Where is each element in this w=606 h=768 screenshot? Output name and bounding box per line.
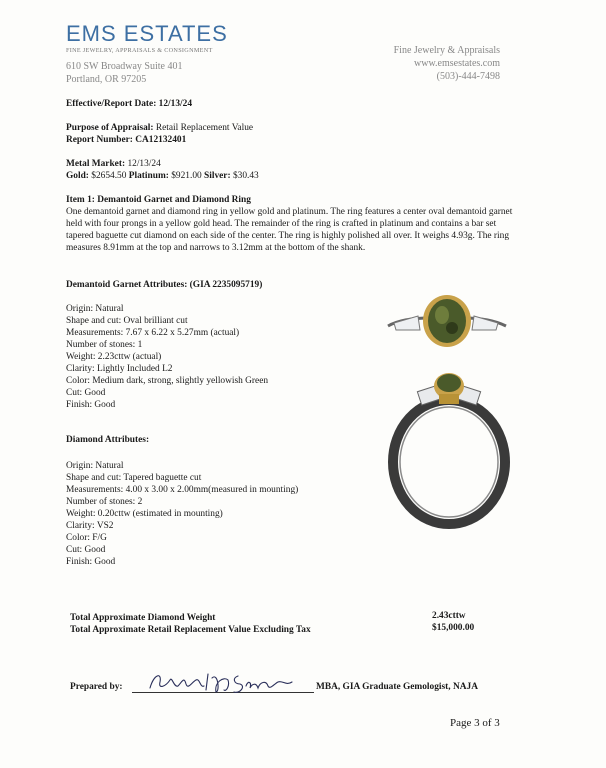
garnet-origin: Origin: Natural bbox=[66, 304, 124, 314]
company-address bbox=[66, 60, 182, 86]
total-retail-value: $15,000.00 bbox=[432, 623, 475, 633]
report-date-label: Effective/Report Date: bbox=[66, 99, 157, 109]
ring-side-view-image bbox=[385, 364, 513, 534]
metal-market-label: Metal Market: bbox=[66, 159, 126, 169]
garnet-weight: Weight: 2.23cttw (actual) bbox=[66, 352, 162, 362]
diamond-shape-cut: Shape and cut: Tapered baguette cut bbox=[66, 473, 202, 483]
garnet-measurements: Measurements: 7.67 x 6.22 x 5.27mm (actual) bbox=[66, 328, 240, 338]
appraiser-credentials: MBA, GIA Graduate Gemologist, NAJA bbox=[316, 682, 478, 692]
prepared-by-label: Prepared by: bbox=[70, 682, 123, 692]
metal-market-value: 12/13/24 bbox=[127, 159, 161, 169]
diamond-color: Color: F/G bbox=[66, 533, 107, 543]
garnet-shape-cut: Shape and cut: Oval brilliant cut bbox=[66, 316, 188, 326]
company-phone: (503)-444-7498 bbox=[436, 71, 500, 82]
report-number bbox=[66, 134, 186, 146]
page-number: Page 3 of 3 bbox=[450, 717, 500, 729]
platinum-value: $921.00 bbox=[171, 171, 202, 181]
diamond-measurements: Measurements: 4.00 x 3.00 x 2.00mm(measured in mounting) bbox=[66, 485, 299, 495]
logo-text: EMS ESTATES bbox=[66, 21, 228, 46]
metal-market bbox=[66, 158, 161, 170]
report-number-value: CA12132401 bbox=[135, 135, 187, 145]
diamond-number-of-stones: Number of stones: 2 bbox=[66, 497, 143, 507]
logo-tagline: FINE JEWELRY, APPRAISALS & CONSIGNMENT bbox=[66, 47, 213, 54]
total-diamond-weight-label: Total Approximate Diamond Weight bbox=[70, 613, 216, 623]
item-title: Item 1: Demantoid Garnet and Diamond Ring bbox=[66, 195, 251, 205]
ring-top-view-image bbox=[382, 288, 512, 354]
garnet-finish: Finish: Good bbox=[66, 400, 116, 410]
company-contact bbox=[394, 44, 500, 83]
handwritten-signature bbox=[146, 668, 296, 698]
report-date-value: 12/13/24 bbox=[158, 99, 193, 109]
company-website: www.emsestates.com bbox=[414, 58, 500, 69]
garnet-attributes bbox=[66, 303, 268, 411]
garnet-color: Color: Medium dark, strong, slightly yellowish Green bbox=[66, 376, 269, 386]
gold-value: $2654.50 bbox=[91, 171, 127, 181]
garnet-heading: Demantoid Garnet Attributes: (GIA 2235095719) bbox=[66, 280, 263, 290]
diamond-finish: Finish: Good bbox=[66, 557, 116, 567]
total-retail-value-label: Total Approximate Retail Replacement Value Excluding Tax bbox=[70, 625, 311, 635]
diamond-heading: Diamond Attributes: bbox=[66, 435, 150, 445]
diamond-clarity: Clarity: VS2 bbox=[66, 521, 114, 531]
purpose-of-appraisal bbox=[66, 122, 253, 134]
metal-prices bbox=[66, 170, 259, 182]
garnet-clarity: Clarity: Lightly Included L2 bbox=[66, 364, 173, 374]
purpose-value: Retail Replacement Value bbox=[155, 123, 254, 133]
diamond-attributes bbox=[66, 460, 298, 568]
diamond-cut: Cut: Good bbox=[66, 545, 106, 555]
diamond-origin: Origin: Natural bbox=[66, 461, 124, 471]
address-line-1: 610 SW Broadway Suite 401 bbox=[66, 61, 183, 72]
totals-labels bbox=[70, 612, 311, 636]
silver-label: Silver: bbox=[204, 171, 231, 181]
report-number-label: Report Number: bbox=[66, 135, 133, 145]
garnet-number-of-stones: Number of stones: 1 bbox=[66, 340, 143, 350]
silver-value: $30.43 bbox=[232, 171, 259, 181]
diamond-weight: Weight: 0.20cttw (estimated in mounting) bbox=[66, 509, 223, 519]
report-date bbox=[66, 98, 192, 110]
platinum-label: Platinum: bbox=[128, 171, 169, 181]
purpose-label: Purpose of Appraisal: bbox=[66, 123, 154, 133]
garnet-cut: Cut: Good bbox=[66, 388, 106, 398]
totals-values bbox=[432, 610, 474, 634]
company-logo bbox=[66, 22, 228, 55]
item-description: One demantoid garnet and diamond ring in yellow gold and platinum. The ring features a center oval demantoid garnet held with four prongs in a yellow gold head. The remainder of the ring is crafted in platinum and contains a bar set tapered baguette cut diamond on each side of the center. The ring is highly polished all over. It weighs 4.93g. The ring measures 8.91mm at the top and narrows to 3.12mm at the bottom of the shank. bbox=[66, 207, 513, 253]
total-diamond-weight-value: 2.43cttw bbox=[432, 611, 466, 621]
address-line-2: Portland, OR 97205 bbox=[66, 74, 147, 85]
gold-label: Gold: bbox=[66, 171, 89, 181]
company-tagline: Fine Jewelry & Appraisals bbox=[393, 45, 500, 56]
